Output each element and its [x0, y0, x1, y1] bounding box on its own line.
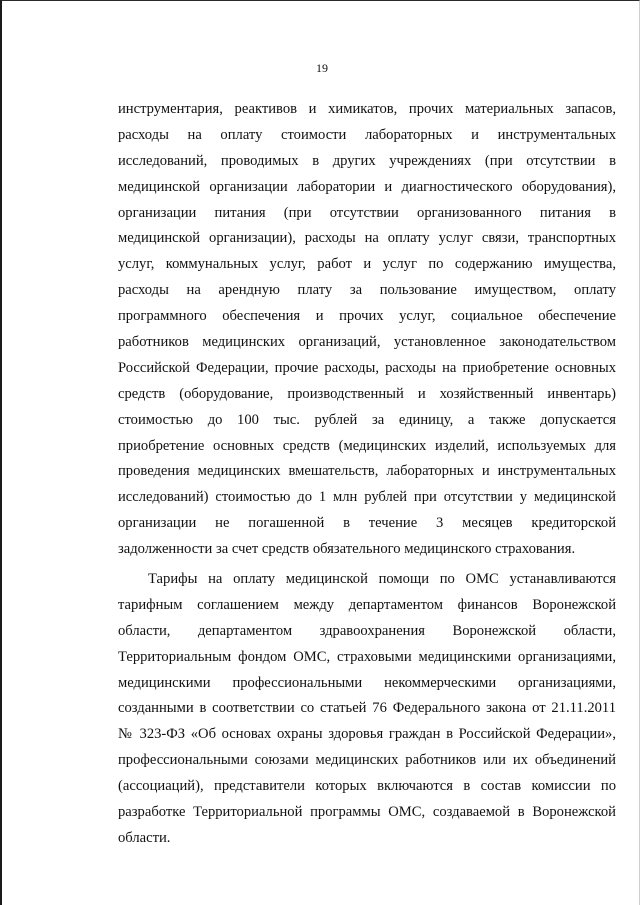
- text-line: проведения медицинских вмешательств, лабораторных и инструментальных: [118, 463, 616, 480]
- page-number: 19: [316, 61, 328, 75]
- text-line: задолженности за счет средств обязательного медицинского страхования.: [118, 541, 576, 558]
- text-line: инструментария, реактивов и химикатов, прочих материальных запасов,: [118, 101, 616, 117]
- paragraph-1: [118, 97, 616, 563]
- text-line: средств (оборудование, производственный и хозяйственный инвентарь): [118, 385, 616, 402]
- text-line: разработке Территориальной программы ОМС, создаваемой в Воронежской: [118, 804, 616, 821]
- text-line: медицинскими профессиональными некоммерческими организациями,: [118, 674, 616, 691]
- text-line: Территориальным фондом ОМС, страховыми медицинскими организациями,: [118, 648, 616, 665]
- text-line: исследований, проводимых в других учреждениях (при отсутствии в: [118, 152, 616, 169]
- text-line: расходы на арендную плату за пользование имуществом, оплату: [118, 282, 616, 299]
- text-line: медицинской организации лаборатории и диагностического оборудования),: [118, 178, 616, 195]
- text-line: стоимостью до 100 тыс. рублей за единицу, а также допускается: [118, 411, 616, 428]
- text-line: организации не погашенной в течение 3 месяцев кредиторской: [118, 515, 616, 532]
- text-line: организации питания (при отсутствии организованного питания в: [118, 204, 616, 221]
- text-line: области, департаментом здравоохранения Воронежской области,: [118, 622, 616, 639]
- text-line: № 323-ФЗ «Об основах охраны здоровья граждан в Российской Федерации»,: [118, 726, 616, 743]
- paragraph-2: [118, 567, 616, 852]
- text-line: Тарифы на оплату медицинской помощи по ОМС устанавливаются: [148, 571, 616, 587]
- text-line: (ассоциаций), представители которых включаются в состав комиссии по: [118, 778, 616, 795]
- text-line: приобретение основных средств (медицинских изделий, используемых для: [118, 437, 616, 454]
- text-line: услуг, коммунальных услуг, работ и услуг по содержанию имущества,: [118, 256, 616, 273]
- text-line: созданными в соответствии со статьей 76 Федерального закона от 21.11.2011: [118, 700, 616, 717]
- text-line: расходы на оплату стоимости лабораторных и инструментальных: [118, 126, 616, 143]
- text-line: профессиональными союзами медицинских работников или их объединений: [118, 752, 616, 769]
- text-line: Российской Федерации, прочие расходы, расходы на приобретение основных: [118, 359, 616, 376]
- text-line: исследований) стоимостью до 1 млн рублей при отсутствии у медицинской: [118, 489, 616, 506]
- text-line: медицинской организации), расходы на оплату услуг связи, транспортных: [118, 230, 616, 247]
- text-line: работников медицинских организаций, установленное законодательством: [118, 334, 616, 351]
- text-line: программного обеспечения и прочих услуг, социальное обеспечение: [118, 308, 616, 325]
- text-line: области.: [118, 829, 171, 846]
- text-line: тарифным соглашением между департаментом финансов Воронежской: [118, 596, 616, 613]
